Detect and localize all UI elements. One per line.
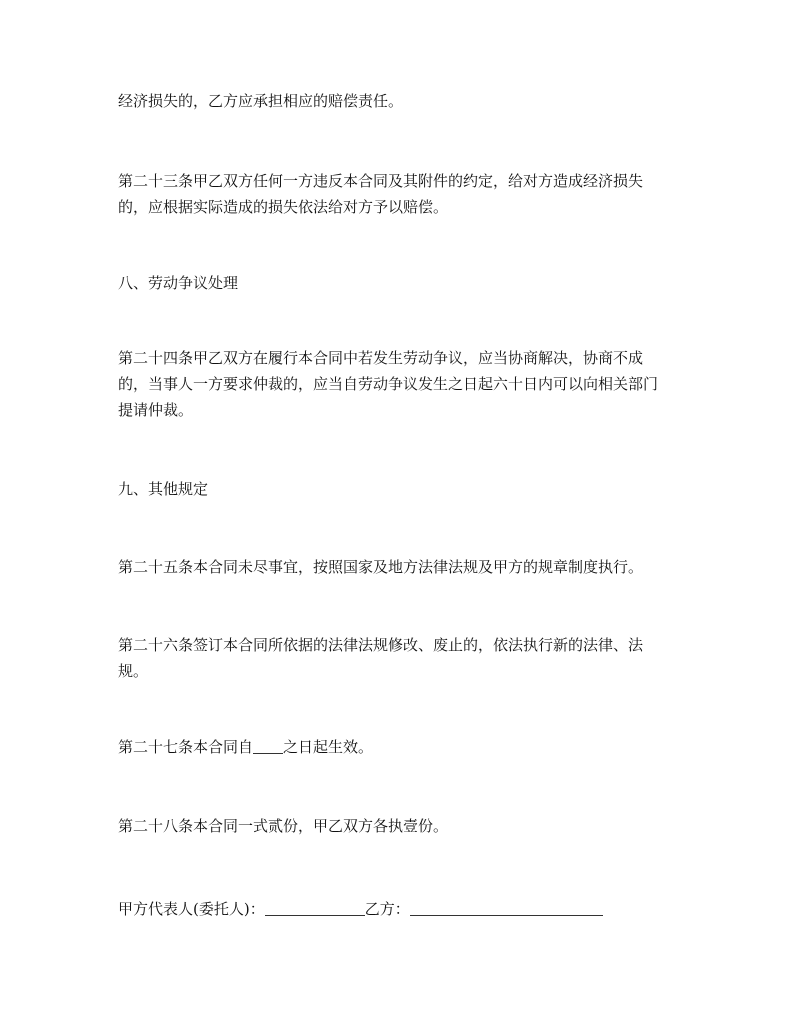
heading-text: 八、劳动争议处理 [118, 274, 239, 292]
section-heading-8 [118, 270, 688, 296]
article-23 [118, 168, 688, 220]
party-a-label: 甲方代表人(委托人)： [118, 900, 265, 918]
signature-line [118, 896, 688, 922]
text-line: 第二十八条本合同一式贰份，甲乙双方各执壹份。 [118, 817, 449, 835]
signature-row [118, 896, 688, 922]
article-27 [118, 734, 688, 760]
article-25 [118, 554, 688, 580]
text-line: 提请仲裁。 [118, 401, 194, 419]
article-27-text-before: 第二十七条本合同自 [118, 738, 254, 756]
text-line [118, 734, 688, 760]
text-line: 经济损失的，乙方应承担相应的赔偿责任。 [118, 92, 404, 110]
article-26 [118, 632, 688, 684]
party-b-signature-blank[interactable] [410, 900, 603, 916]
party-a-signature-blank[interactable] [265, 900, 365, 916]
effective-date-blank[interactable] [253, 738, 283, 754]
text-line: 的，当事人一方要求仲裁的，应当自劳动争议发生之日起六十日内可以向相关部门 [118, 375, 659, 393]
text-line: 第二十六条签订本合同所依据的法律法规修改、废止的，依法执行新的法律、法 [118, 636, 644, 654]
article-27-text-after: 之日起生效。 [283, 738, 374, 756]
section-heading-9 [118, 476, 688, 502]
text-line: 第二十五条本合同未尽事宜，按照国家及地方法律法规及甲方的规章制度执行。 [118, 558, 644, 576]
article-28 [118, 813, 688, 839]
party-b-label: 乙方： [364, 900, 410, 918]
article-24 [118, 345, 688, 423]
text-line: 规。 [118, 662, 149, 680]
text-line: 第二十三条甲乙双方任何一方违反本合同及其附件的约定，给对方造成经济损失 [118, 172, 644, 190]
heading-text: 九、其他规定 [118, 480, 209, 498]
paragraph-liability [118, 88, 688, 114]
text-line: 的，应根据实际造成的损失依法给对方予以赔偿。 [118, 198, 449, 216]
text-line: 第二十四条甲乙双方在履行本合同中若发生劳动争议，应当协商解决，协商不成 [118, 349, 644, 367]
